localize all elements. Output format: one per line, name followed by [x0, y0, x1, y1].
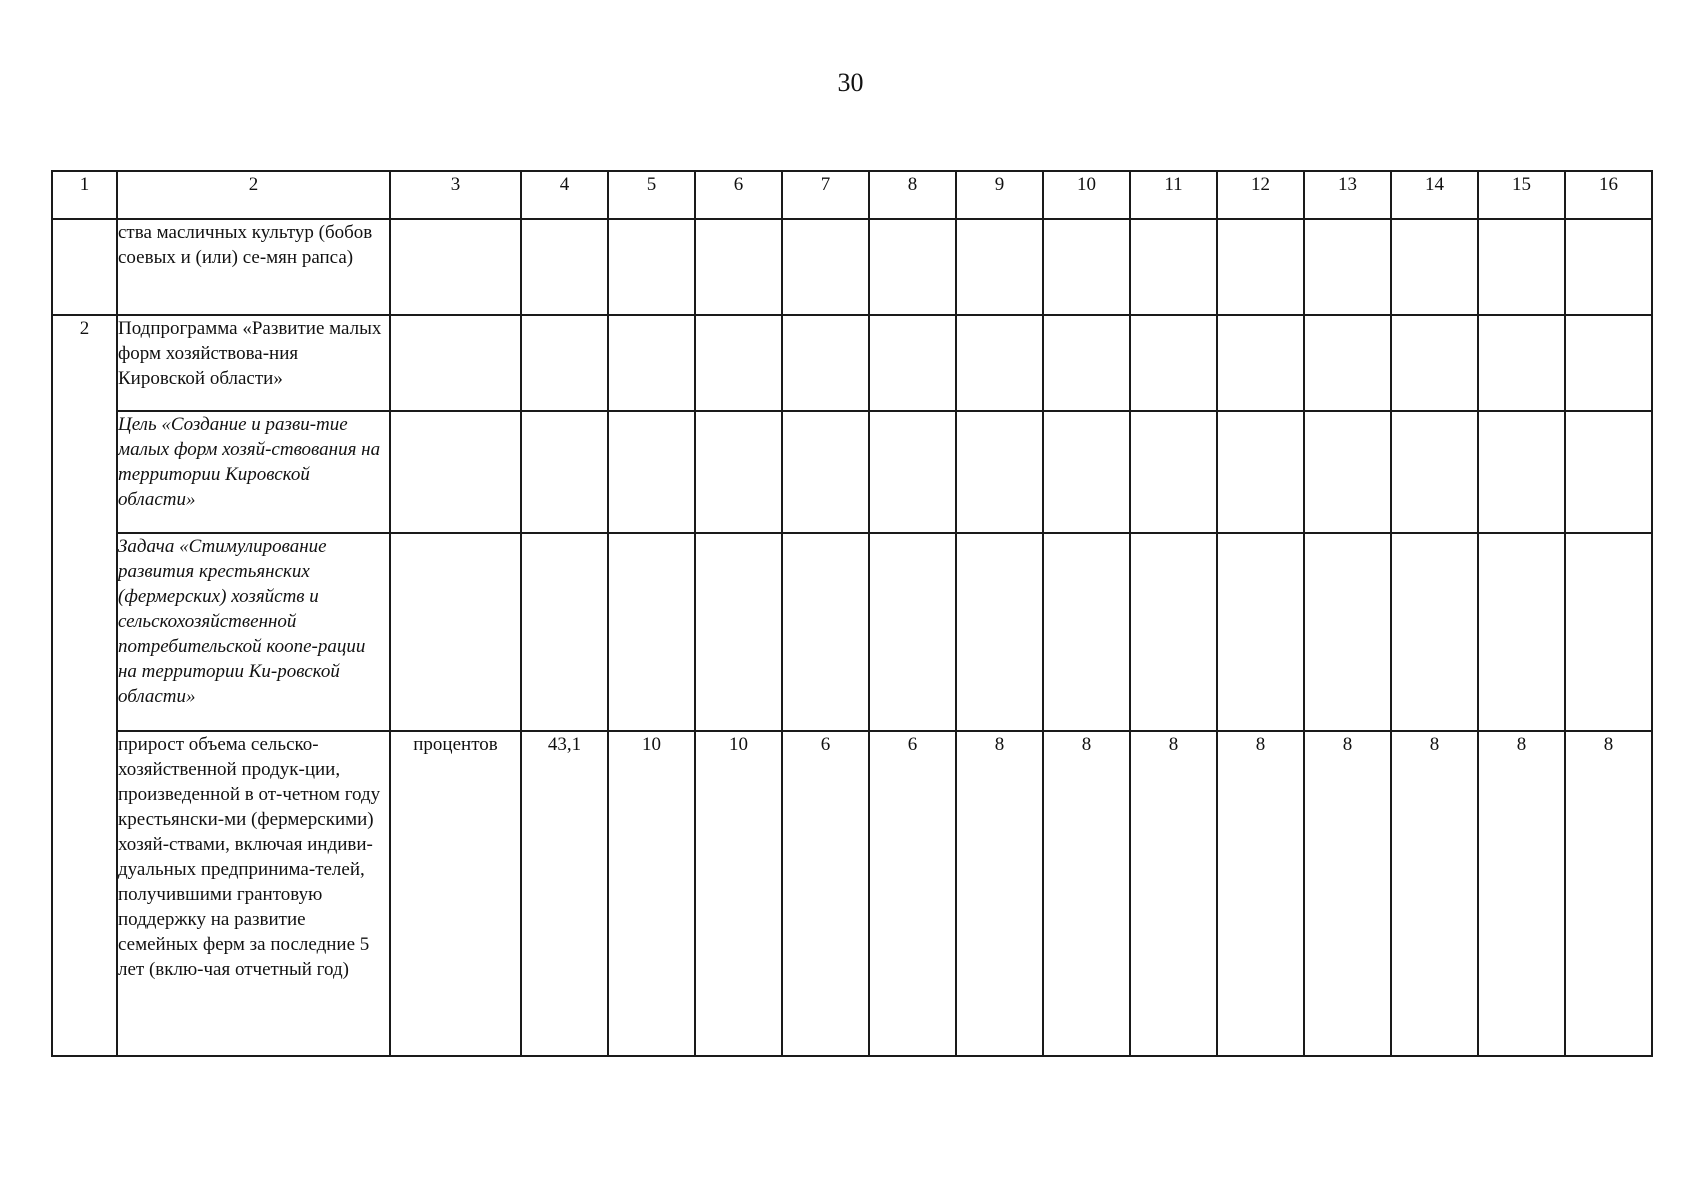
value-cell [956, 315, 1043, 411]
header-cell: 2 [117, 171, 390, 219]
header-cell: 16 [1565, 171, 1652, 219]
value-cell [608, 219, 695, 315]
header-cell: 15 [1478, 171, 1565, 219]
value-cell [521, 411, 608, 533]
value-cell [1391, 533, 1478, 731]
value-cell [1130, 219, 1217, 315]
header-cell: 1 [52, 171, 117, 219]
table-row [52, 731, 1652, 1056]
value-cell [1304, 411, 1391, 533]
table-row [52, 533, 1652, 731]
unit-cell [390, 315, 521, 411]
value-cell [1565, 533, 1652, 731]
value-cell [1217, 315, 1304, 411]
value-cell [1391, 315, 1478, 411]
unit-cell [390, 219, 521, 315]
unit-cell [390, 533, 521, 731]
header-cell: 9 [956, 171, 1043, 219]
value-cell [521, 533, 608, 731]
value-cell [1043, 219, 1130, 315]
value-cell [1130, 411, 1217, 533]
value-cell: 10 [695, 731, 782, 1056]
value-cell [1043, 411, 1130, 533]
value-cell [521, 219, 608, 315]
value-cell: 8 [1391, 731, 1478, 1056]
value-cell [782, 533, 869, 731]
value-cell [695, 533, 782, 731]
value-cell [1478, 533, 1565, 731]
value-cell [1217, 219, 1304, 315]
value-cell [956, 219, 1043, 315]
header-cell: 10 [1043, 171, 1130, 219]
value-cell [608, 411, 695, 533]
value-cell [695, 411, 782, 533]
value-cell [1217, 533, 1304, 731]
value-cell [869, 219, 956, 315]
value-cell [1391, 411, 1478, 533]
header-cell: 3 [390, 171, 521, 219]
value-cell [782, 315, 869, 411]
value-cell [956, 533, 1043, 731]
table-row [52, 411, 1652, 533]
value-cell [1130, 315, 1217, 411]
value-cell [1478, 315, 1565, 411]
value-cell [869, 315, 956, 411]
value-cell [1043, 533, 1130, 731]
header-cell: 12 [1217, 171, 1304, 219]
value-cell: 10 [608, 731, 695, 1056]
value-cell: 8 [1565, 731, 1652, 1056]
value-cell: 6 [782, 731, 869, 1056]
value-cell [1565, 219, 1652, 315]
table-row [52, 219, 1652, 315]
row-text: Подпрограмма «Развитие малых форм хозяйствова-ния Кировской области» [117, 315, 390, 411]
value-cell [1478, 219, 1565, 315]
value-cell: 8 [1130, 731, 1217, 1056]
value-cell [1391, 219, 1478, 315]
value-cell [869, 533, 956, 731]
value-cell [521, 315, 608, 411]
value-cell [1043, 315, 1130, 411]
row-number-cell [52, 219, 117, 315]
unit-cell: процентов [390, 731, 521, 1056]
value-cell: 8 [1043, 731, 1130, 1056]
header-cell: 6 [695, 171, 782, 219]
page-number: 30 [837, 68, 864, 97]
table-row [52, 315, 1652, 411]
value-cell [1304, 219, 1391, 315]
header-cell: 4 [521, 171, 608, 219]
value-cell: 8 [1304, 731, 1391, 1056]
value-cell [1304, 533, 1391, 731]
value-cell [956, 411, 1043, 533]
value-cell: 8 [1478, 731, 1565, 1056]
header-cell: 5 [608, 171, 695, 219]
header-cell: 7 [782, 171, 869, 219]
value-cell [608, 315, 695, 411]
header-row [52, 171, 1652, 219]
row-text: Задача «Стимулирование развития крестьянских (фермерских) хозяйств и сельскохозяйственной потребительской коопе-рации на территории Ки-ровской области» [117, 533, 390, 731]
value-cell [782, 219, 869, 315]
value-cell [869, 411, 956, 533]
value-cell: 6 [869, 731, 956, 1056]
header-cell: 8 [869, 171, 956, 219]
value-cell: 8 [956, 731, 1043, 1056]
row-text: ства масличных культур (бобов соевых и (или) се-мян рапса) [117, 219, 390, 315]
value-cell [1565, 411, 1652, 533]
value-cell [695, 315, 782, 411]
indicators-table [51, 170, 1653, 1057]
row-number: 2 [52, 315, 117, 1056]
value-cell [1478, 411, 1565, 533]
value-cell [695, 219, 782, 315]
header-cell: 14 [1391, 171, 1478, 219]
header-cell: 13 [1304, 171, 1391, 219]
value-cell [1565, 315, 1652, 411]
header-cell: 11 [1130, 171, 1217, 219]
value-cell [1304, 315, 1391, 411]
value-cell [608, 533, 695, 731]
row-text: прирост объема сельско-хозяйственной продук-ции, произведенной в от-четном году крестьянски-ми (фермерскими) хозяй-ствами, включая индиви-дуальных предпринима-телей, получившими грантовую поддержку на развитие семейных ферм за последние 5 лет (вклю-чая отчетный год) [117, 731, 390, 1056]
value-cell: 43,1 [521, 731, 608, 1056]
value-cell [1217, 411, 1304, 533]
value-cell: 8 [1217, 731, 1304, 1056]
row-text: Цель «Создание и разви-тие малых форм хозяй-ствования на территории Кировской области» [117, 411, 390, 533]
value-cell [782, 411, 869, 533]
value-cell [1130, 533, 1217, 731]
unit-cell [390, 411, 521, 533]
